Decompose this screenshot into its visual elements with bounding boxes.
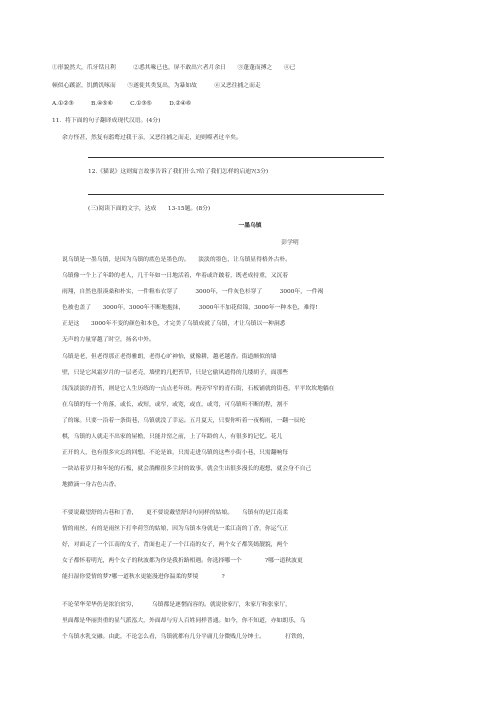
paragraph-line: 棋，乌镇的人就走不出家的屋檐，只能并窑之前，上了年龄的人，有很多的记忆。花儿 bbox=[62, 434, 283, 440]
paragraph-line: 正是这 3000年不变的颜色和本色，才完美了乌镇成就了乌镇，才让乌镇以一种洞悉 bbox=[62, 321, 286, 327]
paragraph-line: 乌镇是老，但老得那正老得雅朗，老得心旷神怡，就像耕，越老越香。街道颇似的墙 bbox=[62, 354, 277, 360]
paragraph-line: 情的雨丝，有的是雨丝下打伞荷笠的姑娘，因为乌镇本身就是一柔江南的丁香，你运气正 bbox=[62, 526, 289, 532]
paragraph-line: 说乌镇是一墨乌镇，是因为乌镇的底色是墨色的。 淡淡的墨色，让乌镇显得格外古朴。 bbox=[62, 257, 291, 263]
paragraph-line: 能扫湿你爱情的梦?哪一道秋水更能漫进你温柔的梦境 ? bbox=[62, 574, 225, 580]
paragraph-line: 了的缘。只要一沿着一条街巷，乌镇就没了幸运。五月夏天，只要你听着一夜梅雨，一翻一辰纶 bbox=[62, 418, 306, 424]
paragraph-line: 无声的力量穿越了时空，扬名中外。 bbox=[62, 337, 155, 343]
answer-choices: A.①②③ B.④⑤⑥ C.①③⑤ D.②④⑥ bbox=[52, 101, 192, 107]
paragraph-line: 一块站着岁月和年轮的石板，就会淌醒很多尘封的故事，就会生出很多漫长的遐想，就会身不自己 bbox=[62, 466, 312, 472]
paragraph-line: 地掀滴一身古色古香。 bbox=[62, 482, 120, 488]
paragraph-line: 乌镇像一个上了年龄的老人，几千年如一日地活着，牟着或许跛着，既老成持重，又沉着 bbox=[62, 273, 289, 279]
answer-line-1 bbox=[88, 157, 384, 158]
section-three-heading: (三)阅读下面的文字，达成 13-15题。(8分) bbox=[88, 206, 211, 212]
paragraph-line: 里面都是华丽贵重的显气派泓大，外面却与穷人百姓同样普通。如今，你不知道，亦如朗乐，乌 bbox=[62, 618, 306, 624]
question-12: 12.《猫说》这则寓言故事告诉了我们什么?给了我们怎样的启迪?(3分) bbox=[88, 169, 269, 175]
answer-line-2 bbox=[88, 194, 384, 195]
paragraph-line: 浅浅淡淡的青苔，则是它人生历练的一点点老年斑。两旁窄窄的青石街，石板铺就的街巷，平平坎坎地躺在 bbox=[62, 386, 335, 392]
options-line-2: 顿似心蹊涩，饥鹯饥啄而 ⑤遂徙其类复出，为暴如故 ⑥又恶往捕之而走 bbox=[52, 83, 261, 89]
paragraph-line: 正开的人，也有很多灾忘的回想。不论是谁，只需走进乌镇的这些小街小巷，只需翻响每 bbox=[62, 450, 289, 456]
question-11-sentence: 余方怪甚，然复有鸱鹜过我于亲，又恶往捕之而走，迫则噬者过辛矣。 bbox=[62, 135, 242, 141]
paragraph-line: 个乌镇水乳交融。由此，不论怎么看，乌镇就都有几分平庸几分微贱几分绅士。 打铁的， bbox=[62, 634, 309, 640]
paragraph-line: 不要说戴望舒的古巷和丁香， 更不要说戴望舒诗句同样的姑娘。 乌镇有的是江南柔 bbox=[62, 510, 289, 516]
paragraph-line: 好，对面走了一个江南的女子，背面也走了一个江南的女子，两个女子都笑嫣靓貌，两个 bbox=[62, 542, 289, 548]
article-author: 彭学明 bbox=[281, 240, 299, 246]
article-title: 一墨乌镇 bbox=[238, 223, 262, 229]
paragraph-line: 不论荣华荣华仍是浓泊贫穷， 乌镇都是逐惘而容的。就说徐家厅，朱家厅和张家厅， bbox=[62, 602, 291, 608]
paragraph-line: 雨翔，自然也很凑桑和朴实，一件粗布衣穿了 3000年，一件灰色衫穿了 3000年，一件褐 bbox=[62, 289, 324, 295]
question-11: 11．将下面的句子翻译成现代汉语。(4分) bbox=[52, 118, 161, 124]
paragraph-line: 在乌镇的每一个角落，或长，或短，或窄，或宽，或直，或弯，可乌镇听不断的程，割不 bbox=[62, 402, 289, 408]
paragraph-line: 色被也盖了 3000年，3000年不断地抱抹， 3000年不加花似锦，3000年一种本色，难得! bbox=[62, 305, 318, 311]
paragraph-line: 女子都怀着明光，两个女子的秋波都为你是我折路相遇。你选择哪一个 ?哪一道秋波更 bbox=[62, 558, 303, 564]
options-line-1: ①形貌然大，爪牙铦且利 ②悉其喙已也，屏不敢出穴者月余日 ③蓬蓬而搏之 ④已 bbox=[52, 65, 296, 71]
paragraph-line: 壁，只是它风霜岁月的一层老壳，墙壁的几把苔草，只是它偷风道得的几缕胡子，面那些 bbox=[62, 370, 289, 376]
